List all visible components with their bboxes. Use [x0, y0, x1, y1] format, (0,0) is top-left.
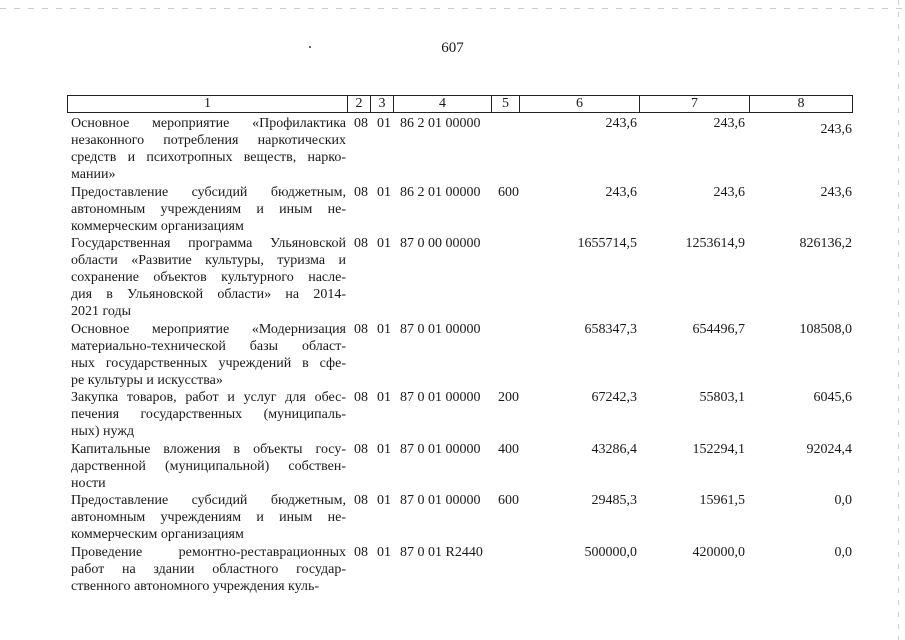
scan-edge-top	[0, 8, 905, 9]
cell-c6: 243,6	[605, 184, 637, 200]
cell-c8: 6045,6	[813, 390, 852, 405]
row-name-line: Закупка товаров, работ и услуг для обес-	[71, 390, 346, 405]
row-name-line: ности	[71, 475, 106, 491]
cell-c4: 87 0 01 R2440	[400, 544, 483, 560]
row-name-line: работ на здании областного государ-	[71, 561, 346, 577]
header-col-6: 6	[520, 96, 640, 112]
cell-c6: 243,6	[605, 116, 637, 131]
cell-c4: 86 2 01 00000	[400, 184, 481, 200]
cell-c3: 01	[377, 544, 391, 560]
cell-c4: 87 0 01 00000	[400, 390, 481, 405]
row-name-line: печения государственных (муниципаль-	[71, 407, 346, 422]
cell-c4: 87 0 01 00000	[400, 321, 481, 337]
row-name-line: сохранение объектов культурного насле-	[71, 270, 346, 285]
row-name-line: Государственная программа Ульяновской	[71, 236, 346, 251]
header-col-5: 5	[492, 96, 520, 112]
cell-c7: 420000,0	[692, 544, 745, 560]
cell-c3: 01	[377, 441, 391, 457]
cell-c7: 152294,1	[692, 441, 745, 457]
cell-c2: 08	[354, 184, 368, 200]
cell-c8: 108508,0	[799, 321, 852, 337]
cell-c2: 08	[354, 390, 368, 405]
row-name	[71, 492, 346, 543]
cell-c5: 400	[498, 441, 519, 457]
cell-c3: 01	[377, 184, 391, 200]
row-name-line: ных государственных учреждений в сфе-	[71, 355, 346, 371]
cell-c7: 55803,1	[699, 390, 745, 405]
cell-c2: 08	[354, 544, 368, 560]
cell-c2: 08	[354, 441, 368, 457]
cell-c8: 0,0	[834, 544, 852, 560]
row-name-line: ственного автономного учреждения куль-	[71, 578, 320, 594]
cell-c4: 86 2 01 00000	[400, 116, 481, 131]
cell-c6: 658347,3	[584, 321, 637, 337]
row-name-line: Основное мероприятие «Профилактика	[71, 116, 346, 131]
cell-c7: 1253614,9	[685, 236, 745, 251]
row-name	[71, 235, 346, 320]
cell-c6: 67242,3	[591, 390, 637, 405]
row-name-line: Предоставление субсидий бюджетным,	[71, 493, 346, 508]
row-name-line: материально-технической базы област-	[71, 338, 346, 354]
cell-c6: 43286,4	[591, 441, 637, 457]
cell-c6: 1655714,5	[577, 236, 637, 251]
cell-c7: 243,6	[713, 116, 745, 131]
header-col-1: 1	[68, 96, 348, 112]
cell-c2: 08	[354, 321, 368, 337]
row-name-line: 2021 годы	[71, 304, 132, 319]
header-col-7: 7	[640, 96, 750, 112]
cell-c7: 15961,5	[699, 493, 745, 508]
cell-c8: 243,6	[820, 122, 852, 137]
cell-c8: 826136,2	[799, 236, 852, 251]
cell-c5: 200	[498, 390, 519, 405]
row-name	[71, 544, 346, 595]
cell-c7: 243,6	[713, 184, 745, 200]
row-name-line: дия в Ульяновской области» на 2014-	[71, 287, 346, 302]
scan-edge-right	[898, 0, 899, 640]
row-name	[71, 321, 346, 389]
cell-c3: 01	[377, 390, 391, 405]
row-name-line: ре культуры и искусства»	[71, 372, 223, 388]
row-name-line: области «Развитие культуры, туризма и	[71, 253, 346, 268]
header-col-4: 4	[394, 96, 492, 112]
row-name-line: ных) нужд	[71, 424, 135, 439]
row-name	[71, 115, 346, 183]
header-col-2: 2	[348, 96, 371, 112]
cell-c3: 01	[377, 321, 391, 337]
cell-c8: 243,6	[820, 184, 852, 200]
row-name-line: коммерческим организациям	[71, 218, 244, 234]
row-name	[71, 389, 346, 440]
cell-c8: 0,0	[834, 493, 852, 508]
cell-c5: 600	[498, 184, 519, 200]
row-name-line: Капитальные вложения в объекты госу-	[71, 441, 346, 457]
row-name-line: Предоставление субсидий бюджетным,	[71, 184, 346, 200]
cell-c5: 600	[498, 493, 519, 508]
cell-c3: 01	[377, 493, 391, 508]
row-name-line: мании»	[71, 167, 116, 182]
cell-c6: 500000,0	[584, 544, 637, 560]
row-name	[71, 441, 346, 492]
cell-c8: 92024,4	[806, 441, 852, 457]
cell-c2: 08	[354, 116, 368, 131]
row-name-line: Проведение ремонтно-реставрационных	[71, 544, 346, 560]
cell-c6: 29485,3	[591, 493, 637, 508]
cell-c7: 654496,7	[692, 321, 745, 337]
cell-c3: 01	[377, 236, 391, 251]
row-name-line: автономным учреждениям и иным не-	[71, 510, 346, 525]
page-number: 607	[441, 40, 464, 56]
header-col-8: 8	[797, 96, 805, 111]
row-name-line: дарственной (муниципальной) собствен-	[71, 458, 346, 474]
row-name-line: автономным учреждениям и иным не-	[71, 201, 346, 217]
cell-c3: 01	[377, 116, 391, 131]
table-header	[67, 95, 853, 113]
cell-c4: 87 0 01 00000	[400, 441, 481, 457]
row-name-line: незаконного потребления наркотических	[71, 133, 346, 148]
row-name-line: коммерческим организациям	[71, 527, 244, 542]
cell-c4: 87 0 01 00000	[400, 493, 481, 508]
cell-c4: 87 0 00 00000	[400, 236, 481, 251]
header-col-3: 3	[371, 96, 394, 112]
row-name-line: Основное мероприятие «Модернизация	[71, 321, 346, 337]
cell-c2: 08	[354, 236, 368, 251]
row-name	[71, 184, 346, 235]
cell-c2: 08	[354, 493, 368, 508]
row-name-line: средств и психотропных веществ, нарко-	[71, 150, 346, 165]
